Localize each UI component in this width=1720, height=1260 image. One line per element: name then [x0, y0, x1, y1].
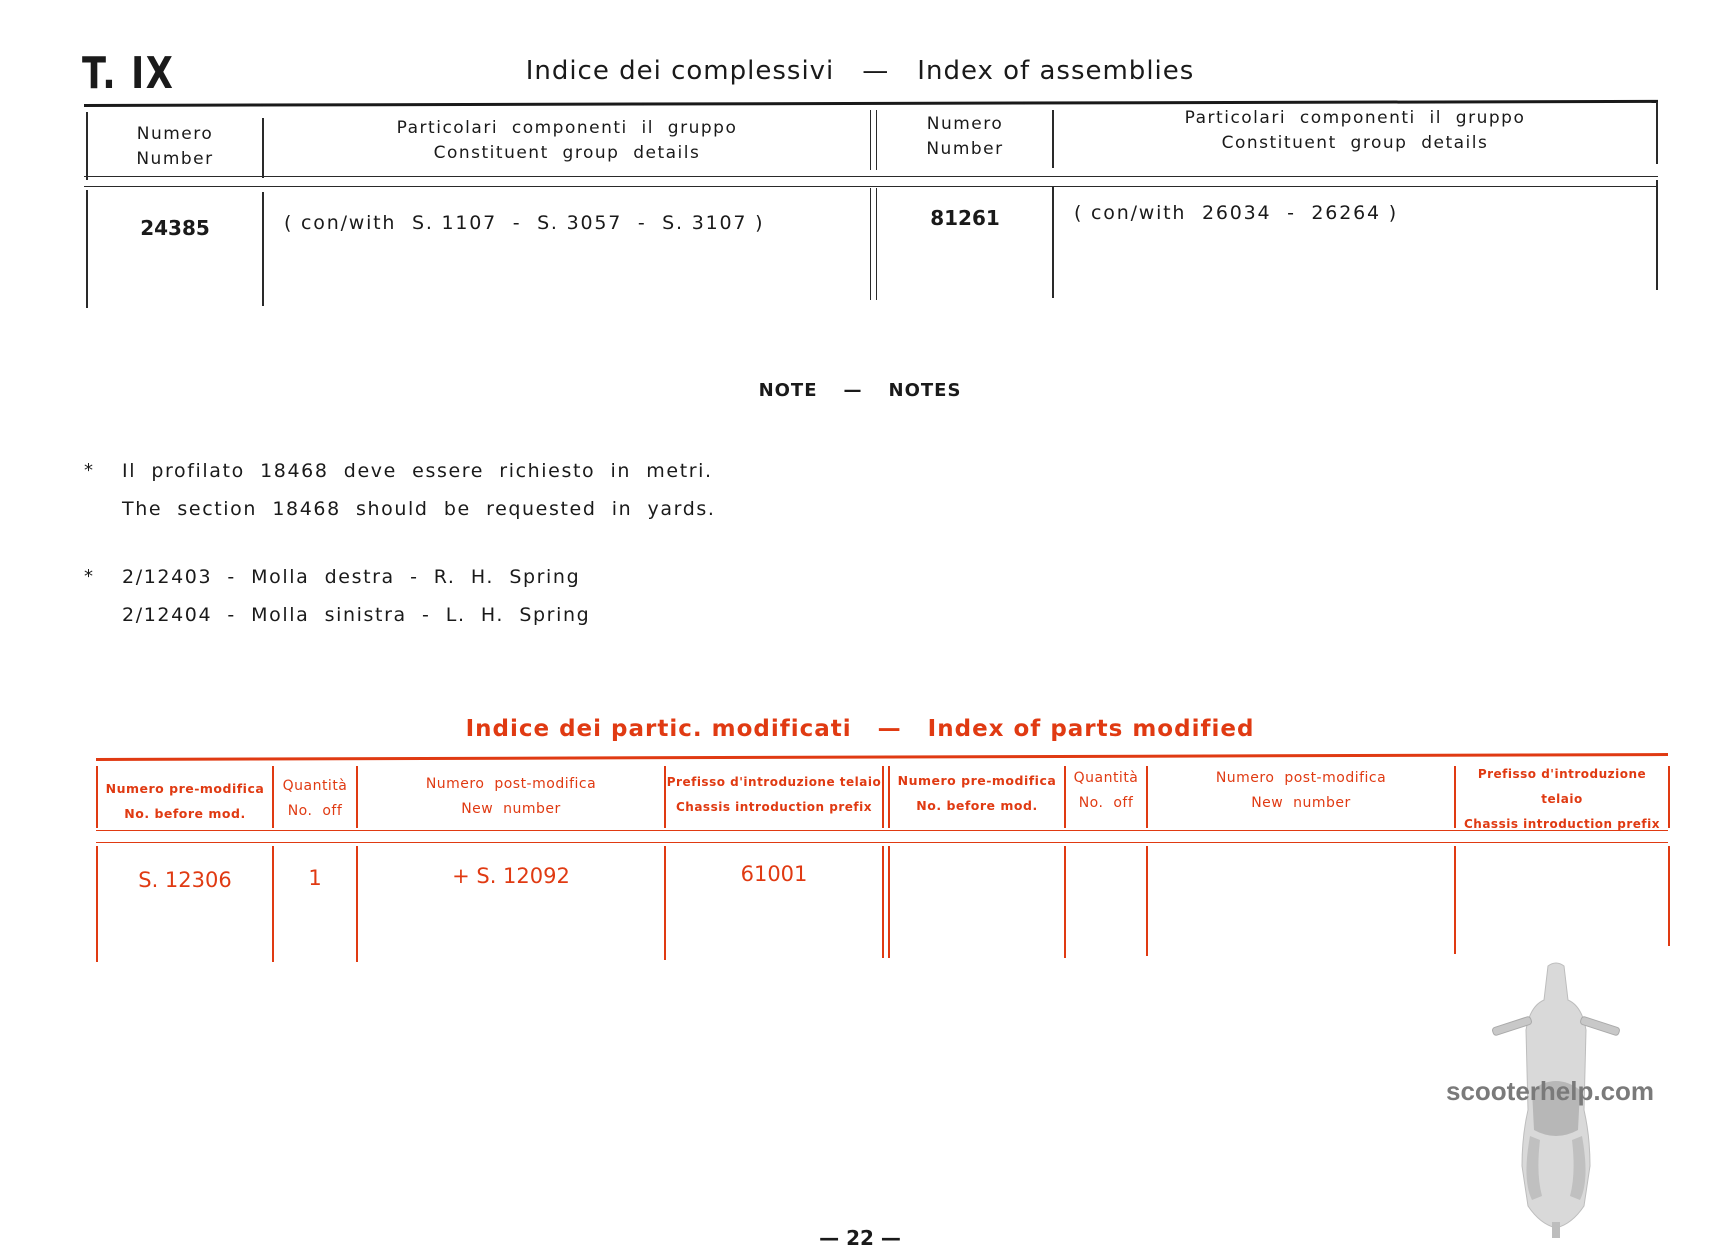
header-pre-mod	[890, 768, 1064, 818]
modified-title-en: Index of parts modified	[927, 716, 1255, 742]
assemblies-title-en: Index of assemblies	[917, 56, 1195, 86]
modified-title-sep: —	[877, 716, 902, 742]
assembly-number: 81261	[930, 206, 1000, 230]
header-prefix-it: Prefisso d'introduzione telaio	[666, 775, 882, 789]
assemblies-title-it: Indice dei complessivi	[525, 56, 835, 86]
header-post-mod-en: New number	[1251, 795, 1351, 811]
assemblies-title	[0, 56, 1720, 86]
header-prefix-en: Chassis introduction prefix	[1463, 817, 1660, 831]
modified-top-rule	[96, 753, 1668, 761]
header-prefix-en: Chassis introduction prefix	[675, 800, 872, 814]
divider	[1656, 102, 1658, 164]
header-post-mod	[358, 772, 664, 822]
header-post-mod	[1148, 766, 1454, 816]
divider	[876, 188, 877, 300]
header-details-en: Constituent group details	[1221, 133, 1489, 153]
divider	[262, 192, 264, 306]
header-qty-it: Quantità	[282, 778, 348, 794]
header-number-right	[878, 112, 1052, 162]
divider	[96, 846, 98, 962]
divider	[1454, 846, 1456, 954]
header-qty	[274, 774, 356, 824]
watermark-text: scooterhelp.com	[1446, 1076, 1655, 1106]
note-line: 2/12403 - Molla destra - R. H. Spring	[122, 566, 581, 588]
notes-title-it: NOTE	[758, 380, 818, 401]
header-pre-mod	[98, 776, 272, 826]
assembly-details: ( con/with 26034 - 26264 )	[1074, 202, 1398, 224]
modified-header-rule-2	[96, 842, 1668, 843]
note-line: The section 18468 should be requested in yards.	[122, 498, 716, 520]
assemblies-header-rule	[84, 176, 1658, 177]
header-qty-en: No. off	[287, 803, 343, 819]
header-pre-mod-it: Numero pre-modifica	[105, 781, 265, 796]
notes-title-sep: —	[843, 380, 863, 401]
header-pre-mod-en: No. before mod.	[124, 806, 246, 821]
header-details-en: Constituent group details	[433, 143, 701, 163]
assembly-details: ( con/with S. 1107 - S. 3057 - S. 3107 )	[284, 212, 765, 234]
header-pre-mod-it: Numero pre-modifica	[897, 773, 1057, 788]
divider	[876, 110, 877, 170]
post-mod-value: + S. 12092	[452, 864, 570, 888]
plate-code: T. IX	[82, 48, 175, 99]
modified-title	[0, 716, 1720, 742]
divider	[870, 188, 871, 300]
notes-title-en: NOTES	[888, 380, 962, 401]
prefix-value: 61001	[740, 862, 808, 886]
assemblies-title-sep: —	[862, 56, 890, 86]
divider	[1052, 186, 1054, 298]
modified-header-rule	[96, 830, 1668, 831]
header-number-en: Number	[136, 149, 214, 169]
note-line: Il profilato 18468 deve essere richiesto in metri.	[122, 460, 713, 482]
header-post-mod-en: New number	[461, 801, 561, 817]
divider	[1656, 180, 1658, 290]
header-number-it: Numero	[926, 114, 1004, 134]
header-details-left	[264, 116, 870, 166]
header-number-left	[88, 122, 262, 172]
note-line: 2/12404 - Molla sinistra - L. H. Spring	[122, 604, 591, 626]
divider	[1668, 766, 1670, 828]
notes-title	[0, 380, 1720, 401]
header-qty	[1066, 766, 1146, 816]
qty-value: 1	[308, 866, 322, 890]
divider	[888, 846, 890, 958]
header-post-mod-it: Numero post-modifica	[1215, 770, 1387, 786]
assemblies-header-rule-2	[84, 186, 1658, 187]
page-number: — 22 —	[819, 1226, 901, 1250]
divider	[1668, 846, 1670, 946]
header-qty-en: No. off	[1078, 795, 1134, 811]
header-details-right	[1054, 106, 1656, 156]
divider	[272, 846, 274, 962]
header-qty-it: Quantità	[1073, 770, 1139, 786]
header-prefix	[1456, 762, 1668, 837]
header-details-it: Particolari componenti il gruppo	[1184, 108, 1526, 128]
header-post-mod-it: Numero post-modifica	[425, 776, 597, 792]
pre-mod-value: S. 12306	[138, 868, 232, 892]
header-number-it: Numero	[136, 124, 214, 144]
header-pre-mod-en: No. before mod.	[916, 798, 1038, 813]
note-star: *	[84, 566, 93, 587]
divider	[882, 766, 884, 828]
header-prefix	[666, 770, 882, 820]
divider	[882, 846, 884, 958]
modified-title-it: Indice dei partic. modificati	[465, 716, 852, 742]
divider	[86, 190, 88, 308]
note-star: *	[84, 460, 93, 481]
divider	[870, 110, 871, 170]
header-number-en: Number	[926, 139, 1004, 159]
assembly-number: 24385	[140, 216, 210, 240]
divider	[1146, 846, 1148, 956]
header-details-it: Particolari componenti il gruppo	[396, 118, 738, 138]
divider	[1064, 846, 1066, 958]
header-prefix-it: Prefisso d'introduzione telaio	[1477, 767, 1647, 806]
